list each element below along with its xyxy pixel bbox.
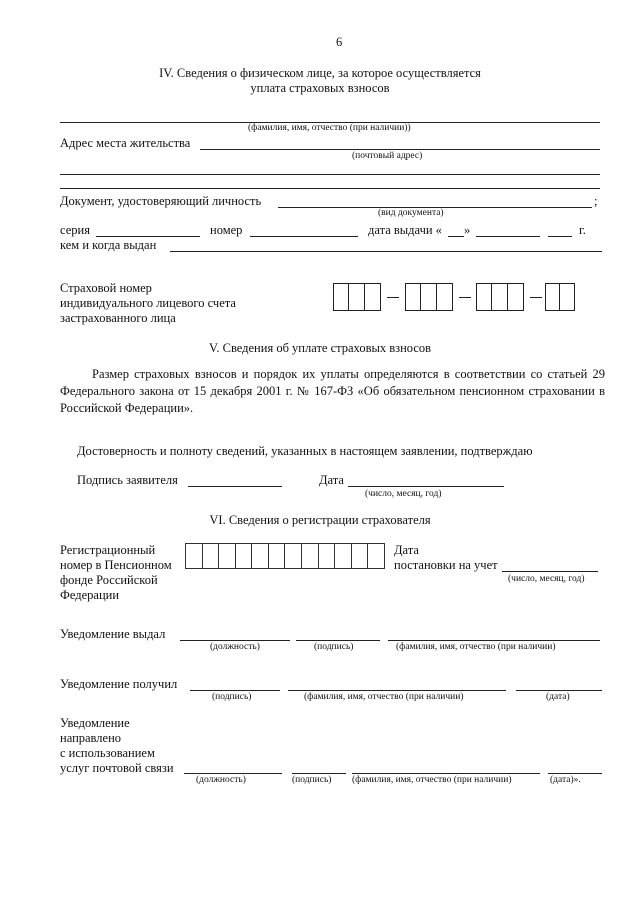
series-field[interactable] <box>96 236 200 237</box>
fio-caption: (фамилия, имя, отчество (при наличии)) <box>248 123 411 133</box>
reg-label-line4: Федерации <box>60 588 120 602</box>
caption-fio: (фамилия, имя, отчество (при наличии) <box>396 642 556 652</box>
confirm-text: Достоверность и полноту сведений, указанных в настоящем заявлении, подтверждаю <box>77 444 533 458</box>
date-label: Дата <box>319 473 344 487</box>
date-caption: (число, месяц, год) <box>365 489 442 499</box>
reg-date-label-line2: постановки на учет <box>394 558 498 572</box>
address-line[interactable] <box>200 149 600 150</box>
caption-date-3: (дата)». <box>550 775 581 785</box>
caption-fio-3: (фамилия, имя, отчество (при наличии) <box>352 775 512 785</box>
notice-sent-position-field[interactable] <box>184 773 282 774</box>
snils-box-group-4[interactable] <box>545 283 575 311</box>
notice-sent-label-line4: услуг почтовой связи <box>60 761 174 775</box>
address-line-3[interactable] <box>60 188 600 189</box>
reg-date-label-line1: Дата <box>394 543 419 557</box>
notice-sent-label-line1: Уведомление <box>60 716 130 730</box>
address-line-2[interactable] <box>60 174 600 175</box>
issued-by-label: кем и когда выдан <box>60 238 157 252</box>
snils-label-line1: Страховой номер <box>60 281 152 295</box>
reg-label-line3: фонде Российской <box>60 573 158 587</box>
notice-issued-fio-field[interactable] <box>388 640 600 641</box>
issue-day-field[interactable] <box>448 236 464 237</box>
number-label: номер <box>210 223 243 237</box>
notice-sent-label-line3: с использованием <box>60 746 155 760</box>
reg-label-line1: Регистрационный <box>60 543 156 557</box>
reg-date-caption: (число, месяц, год) <box>508 574 585 584</box>
notice-received-signature-field[interactable] <box>190 690 280 691</box>
number-field[interactable] <box>250 236 358 237</box>
caption-date: (дата) <box>546 692 570 702</box>
section5-title: V. Сведения об уплате страховых взносов <box>208 341 432 355</box>
notice-received-label: Уведомление получил <box>60 677 178 691</box>
series-label: серия <box>60 223 90 237</box>
caption-signature-3: (подпись) <box>292 775 332 785</box>
snils-label-line2: индивидуального лицевого счета <box>60 296 236 310</box>
issued-by-field[interactable] <box>170 251 602 252</box>
section4-title-line1: IV. Сведения о физическом лице, за которое осуществляется <box>159 66 481 80</box>
year-label: г. <box>579 223 586 237</box>
snils-box-group-1[interactable] <box>333 283 381 311</box>
document-label: Документ, удостоверяющий личность <box>60 194 262 208</box>
section5-paragraph: Размер страховых взносов и порядок их уплаты определяются в соответствии со статьей 29 Федерального закона от 15 декабря 2001 г. № 167-ФЗ «Об обязательном пенсионном страховании в Российской Федерации». <box>60 367 605 415</box>
reg-date-field[interactable] <box>502 571 598 572</box>
issue-date-label: дата выдачи « <box>368 223 442 237</box>
notice-received-fio-field[interactable] <box>288 690 506 691</box>
notice-issued-label: Уведомление выдал <box>60 627 166 641</box>
caption-fio-2: (фамилия, имя, отчество (при наличии) <box>304 692 464 702</box>
address-label: Адрес места жительства <box>60 136 191 150</box>
notice-issued-position-field[interactable] <box>180 640 290 641</box>
issue-year-field[interactable] <box>548 236 572 237</box>
caption-position: (должность) <box>210 642 260 652</box>
signature-field[interactable] <box>188 486 282 487</box>
notice-received-date-field[interactable] <box>516 690 602 691</box>
issue-date-mid: » <box>464 223 471 237</box>
notice-sent-label-line2: направлено <box>60 731 122 745</box>
snils-dash-3 <box>530 297 542 298</box>
signature-label: Подпись заявителя <box>77 473 178 487</box>
snils-dash-2 <box>459 297 471 298</box>
date-field[interactable] <box>348 486 504 487</box>
snils-dash-1 <box>387 297 399 298</box>
reg-label-line2: номер в Пенсионном <box>60 558 172 572</box>
notice-sent-fio-field[interactable] <box>352 773 540 774</box>
notice-sent-date-field[interactable] <box>548 773 602 774</box>
reg-number-boxes[interactable] <box>185 543 385 569</box>
notice-issued-signature-field[interactable] <box>296 640 380 641</box>
section6-title: VI. Сведения о регистрации страхователя <box>209 513 431 527</box>
document-end: ; <box>594 194 598 208</box>
snils-label-line3: застрахованного лица <box>60 311 176 325</box>
caption-position-3: (должность) <box>196 775 246 785</box>
snils-box-group-2[interactable] <box>405 283 453 311</box>
notice-sent-signature-field[interactable] <box>292 773 346 774</box>
section4-title-line2: уплата страховых взносов <box>250 81 390 95</box>
document-caption: (вид документа) <box>378 208 444 218</box>
address-caption: (почтовый адрес) <box>352 151 423 161</box>
page-number: 6 <box>336 35 343 49</box>
caption-signature: (подпись) <box>314 642 354 652</box>
caption-signature-2: (подпись) <box>212 692 252 702</box>
issue-month-field[interactable] <box>476 236 540 237</box>
snils-box-group-3[interactable] <box>476 283 524 311</box>
